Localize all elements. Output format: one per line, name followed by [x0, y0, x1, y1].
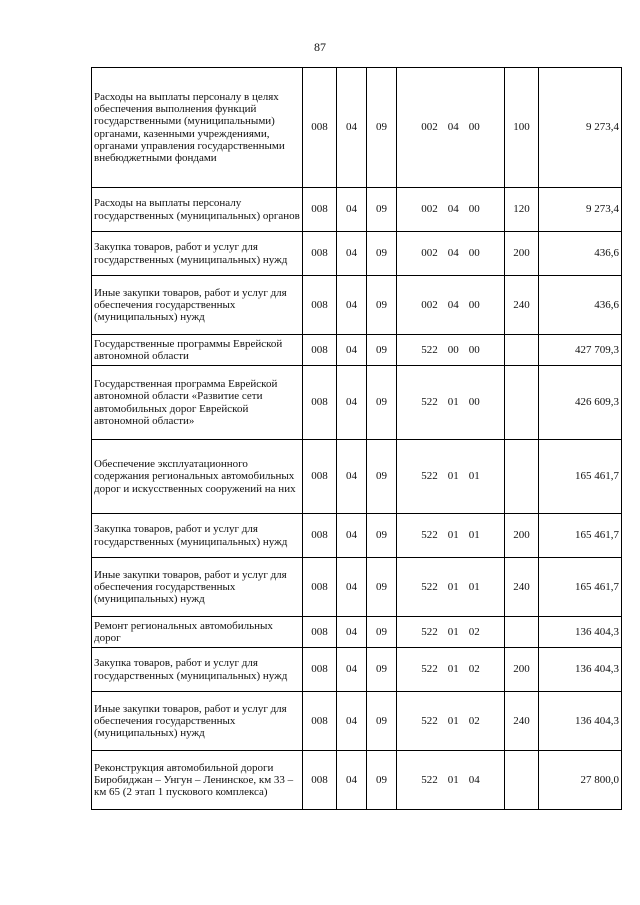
target-article-part: 04: [447, 203, 459, 216]
target-article-cell: [397, 514, 505, 558]
amount-cell: 136 404,3: [539, 692, 622, 751]
expense-type-cell: [505, 440, 539, 514]
section-code-cell: 04: [337, 617, 367, 648]
expense-name-cell: Иные закупки товаров, работ и услуг для обеспечения государственных (муниципальных) нужд: [92, 558, 303, 617]
amount-cell: 9 273,4: [539, 68, 622, 188]
target-article-part: 522: [421, 396, 438, 409]
target-article-cell: [397, 558, 505, 617]
subsection-code-cell: 09: [367, 648, 397, 692]
target-article-part: 01: [447, 714, 459, 727]
section-code-cell: 04: [337, 276, 367, 335]
target-article-part: 522: [421, 773, 438, 786]
target-article-cell: [397, 440, 505, 514]
target-article-part: 522: [421, 625, 438, 638]
expense-name-cell: Закупка товаров, работ и услуг для государственных (муниципальных) нужд: [92, 232, 303, 276]
table-row: [92, 366, 622, 440]
expense-type-cell: [505, 366, 539, 440]
target-article-part: 01: [468, 529, 480, 542]
subsection-code-cell: 09: [367, 514, 397, 558]
subsection-code-cell: 09: [367, 276, 397, 335]
target-article-part: 00: [468, 203, 480, 216]
admin-code-cell: 008: [303, 440, 337, 514]
admin-code-cell: 008: [303, 648, 337, 692]
subsection-code-cell: 09: [367, 751, 397, 810]
target-article-cell: [397, 692, 505, 751]
subsection-code-cell: 09: [367, 68, 397, 188]
target-article-part: 01: [447, 396, 459, 409]
section-code-cell: 04: [337, 558, 367, 617]
target-article-part: 522: [421, 470, 438, 483]
expense-type-cell: [505, 751, 539, 810]
expense-type-cell: [505, 617, 539, 648]
expense-name-cell: Ремонт региональных автомобильных дорог: [92, 617, 303, 648]
expense-type-cell: [505, 335, 539, 366]
target-article-part: 522: [421, 343, 438, 356]
target-article-part: 002: [421, 121, 438, 134]
admin-code-cell: 008: [303, 366, 337, 440]
expense-type-cell: 200: [505, 514, 539, 558]
admin-code-cell: 008: [303, 188, 337, 232]
section-code-cell: 04: [337, 68, 367, 188]
target-article-part: 04: [447, 298, 459, 311]
section-code-cell: 04: [337, 648, 367, 692]
page-number: 87: [314, 40, 326, 54]
subsection-code-cell: 09: [367, 558, 397, 617]
target-article-part: 01: [447, 580, 459, 593]
expense-name-cell: Иные закупки товаров, работ и услуг для обеспечения государственных (муниципальных) нужд: [92, 276, 303, 335]
table-row: [92, 68, 622, 188]
subsection-code-cell: 09: [367, 617, 397, 648]
table-row: [92, 440, 622, 514]
amount-cell: 165 461,7: [539, 440, 622, 514]
expense-name-cell: Реконструкция автомобильной дороги Биробиджан – Унгун – Ленинское, км 33 – км 65 (2 этап 1 пускового комплекса): [92, 751, 303, 810]
target-article-part: 04: [468, 773, 480, 786]
section-code-cell: 04: [337, 692, 367, 751]
target-article-part: 04: [447, 247, 459, 260]
table-row: [92, 751, 622, 810]
section-code-cell: 04: [337, 440, 367, 514]
target-article-part: 00: [468, 396, 480, 409]
expense-type-cell: 240: [505, 558, 539, 617]
amount-cell: 136 404,3: [539, 617, 622, 648]
amount-cell: 165 461,7: [539, 514, 622, 558]
expense-type-cell: 200: [505, 648, 539, 692]
expense-name-cell: Закупка товаров, работ и услуг для государственных (муниципальных) нужд: [92, 514, 303, 558]
target-article-part: 522: [421, 580, 438, 593]
target-article-part: 01: [468, 470, 480, 483]
admin-code-cell: 008: [303, 232, 337, 276]
subsection-code-cell: 09: [367, 692, 397, 751]
amount-cell: 436,6: [539, 276, 622, 335]
section-code-cell: 04: [337, 335, 367, 366]
expense-name-cell: Государственная программа Еврейской автономной области «Развитие сети автомобильных дорог Еврейской автономной области»: [92, 366, 303, 440]
target-article-part: 002: [421, 247, 438, 260]
section-code-cell: 04: [337, 232, 367, 276]
table-row: [92, 648, 622, 692]
subsection-code-cell: 09: [367, 232, 397, 276]
table-body: [92, 68, 622, 810]
table-row: [92, 276, 622, 335]
admin-code-cell: 008: [303, 692, 337, 751]
amount-cell: 136 404,3: [539, 648, 622, 692]
target-article-part: 00: [468, 247, 480, 260]
table-row: [92, 558, 622, 617]
expense-type-cell: 100: [505, 68, 539, 188]
target-article-part: 01: [447, 773, 459, 786]
expense-type-cell: 240: [505, 276, 539, 335]
section-code-cell: 04: [337, 188, 367, 232]
target-article-part: 00: [468, 343, 480, 356]
admin-code-cell: 008: [303, 276, 337, 335]
admin-code-cell: 008: [303, 558, 337, 617]
admin-code-cell: 008: [303, 617, 337, 648]
target-article-part: 00: [468, 298, 480, 311]
target-article-part: 522: [421, 663, 438, 676]
target-article-part: 522: [421, 714, 438, 727]
table-row: [92, 692, 622, 751]
amount-cell: 427 709,3: [539, 335, 622, 366]
target-article-cell: [397, 617, 505, 648]
subsection-code-cell: 09: [367, 440, 397, 514]
target-article-part: 002: [421, 298, 438, 311]
target-article-part: 02: [468, 663, 480, 676]
target-article-part: 01: [447, 625, 459, 638]
amount-cell: 165 461,7: [539, 558, 622, 617]
target-article-part: 01: [447, 529, 459, 542]
admin-code-cell: 008: [303, 335, 337, 366]
admin-code-cell: 008: [303, 751, 337, 810]
target-article-part: 00: [447, 343, 459, 356]
expense-type-cell: 120: [505, 188, 539, 232]
target-article-part: 01: [447, 663, 459, 676]
expense-name-cell: Закупка товаров, работ и услуг для государственных (муниципальных) нужд: [92, 648, 303, 692]
expense-name-cell: Государственные программы Еврейской автономной области: [92, 335, 303, 366]
subsection-code-cell: 09: [367, 188, 397, 232]
section-code-cell: 04: [337, 514, 367, 558]
table-row: [92, 617, 622, 648]
table-row: [92, 188, 622, 232]
target-article-part: 01: [447, 470, 459, 483]
expense-type-cell: 240: [505, 692, 539, 751]
target-article-part: 02: [468, 714, 480, 727]
expense-name-cell: Расходы на выплаты персоналу в целях обеспечения выполнения функций государственными (муниципальными) органами, казенными учреждениями, органами управления государственными внебюджетными фондами: [92, 68, 303, 188]
table-row: [92, 335, 622, 366]
section-code-cell: 04: [337, 751, 367, 810]
amount-cell: 426 609,3: [539, 366, 622, 440]
target-article-part: 04: [447, 121, 459, 134]
expense-name-cell: Расходы на выплаты персоналу государственных (муниципальных) органов: [92, 188, 303, 232]
target-article-cell: [397, 648, 505, 692]
target-article-cell: [397, 751, 505, 810]
admin-code-cell: 008: [303, 68, 337, 188]
target-article-cell: [397, 366, 505, 440]
expense-name-cell: Иные закупки товаров, работ и услуг для обеспечения государственных (муниципальных) нужд: [92, 692, 303, 751]
target-article-part: 00: [468, 121, 480, 134]
subsection-code-cell: 09: [367, 335, 397, 366]
target-article-cell: [397, 335, 505, 366]
amount-cell: 9 273,4: [539, 188, 622, 232]
amount-cell: 436,6: [539, 232, 622, 276]
target-article-cell: [397, 68, 505, 188]
target-article-part: 02: [468, 625, 480, 638]
table-row: [92, 514, 622, 558]
expense-name-cell: Обеспечение эксплуатационного содержания региональных автомобильных дорог и искусственных сооружений на них: [92, 440, 303, 514]
budget-table: [91, 67, 622, 810]
subsection-code-cell: 09: [367, 366, 397, 440]
table-row: [92, 232, 622, 276]
target-article-part: 01: [468, 580, 480, 593]
target-article-cell: [397, 276, 505, 335]
admin-code-cell: 008: [303, 514, 337, 558]
target-article-part: 002: [421, 203, 438, 216]
target-article-cell: [397, 232, 505, 276]
amount-cell: 27 800,0: [539, 751, 622, 810]
section-code-cell: 04: [337, 366, 367, 440]
target-article-cell: [397, 188, 505, 232]
expense-type-cell: 200: [505, 232, 539, 276]
target-article-part: 522: [421, 529, 438, 542]
